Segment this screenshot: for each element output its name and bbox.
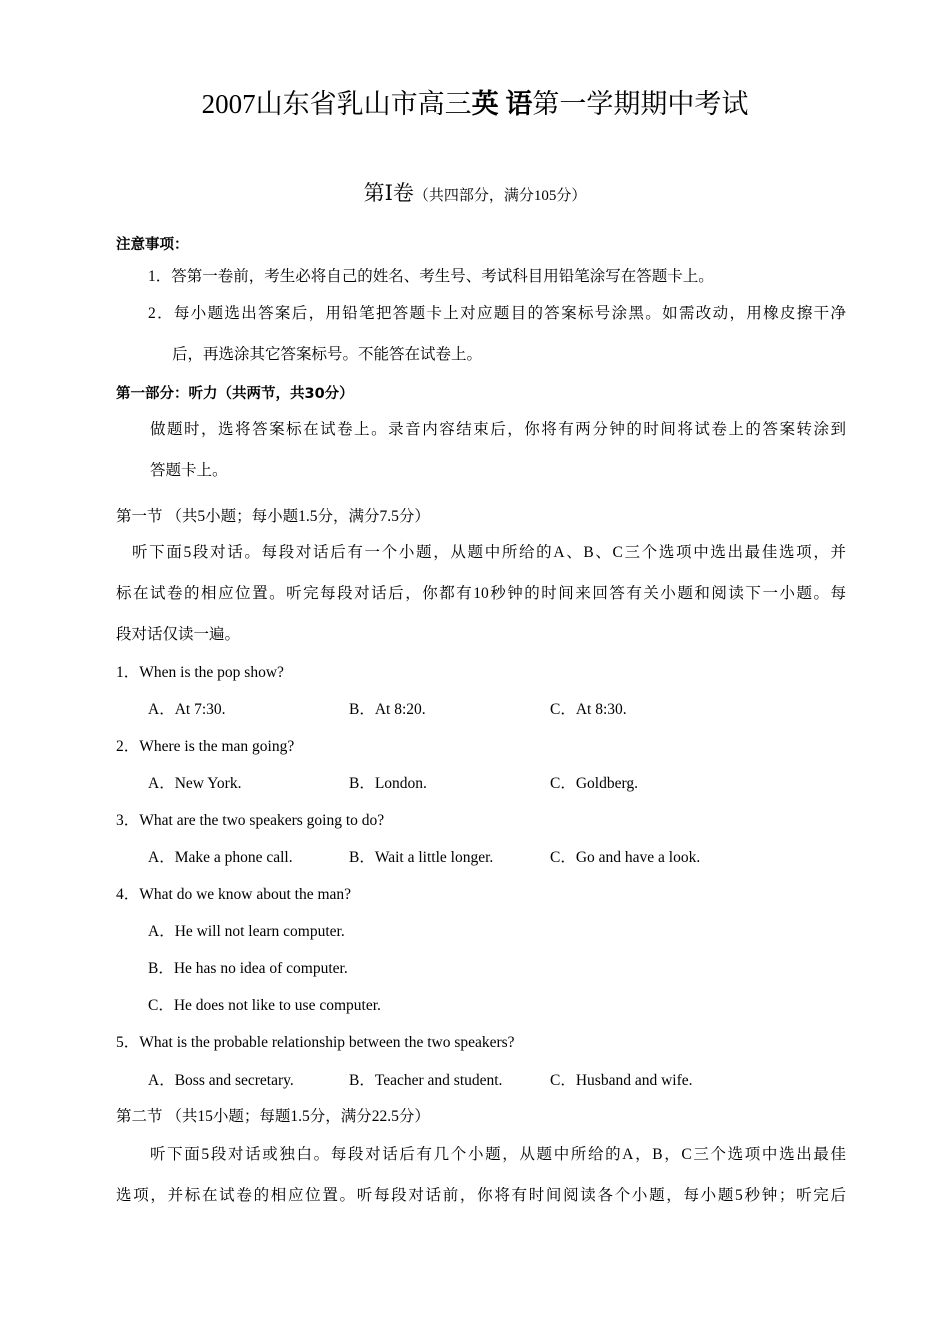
notice-item-continued: 后，再选涂其它答案标号。不能答在试卷上。	[172, 346, 483, 363]
q5-option-a: A．Boss and secretary.	[148, 1072, 294, 1089]
q3-option-a: A．Make a phone call.	[148, 849, 293, 866]
q5-option-b: B．Teacher and student.	[349, 1072, 503, 1089]
section1-heading: 第一节 （共5小题；每小题1.5分，满分7.5分）	[116, 508, 430, 525]
q4-option-c: C．He does not like to use computer.	[148, 997, 381, 1014]
question-4: 4．What do we know about the man?	[116, 886, 352, 903]
question-5: 5．What is the probable relationship between the two speakers?	[116, 1034, 515, 1051]
title-suffix: 第一学期期中考试	[532, 89, 749, 119]
notice-heading: 注意事项：	[116, 237, 189, 253]
section1-instructions: 听下面5段对话。每段对话后有一个小题，从题中所给的A、B、C三个选项中选出最佳选项，并	[132, 544, 846, 561]
q1-option-c: C．At 8:30.	[550, 701, 627, 718]
question-3: 3．What are the two speakers going to do?	[116, 812, 385, 829]
question-1: 1．When is the pop show?	[116, 664, 284, 681]
volume-label: 第Ⅰ卷	[363, 181, 414, 205]
notice-item: 1．答第一卷前，考生必将自己的姓名、考生号、考试科目用铅笔涂写在答题卡上。	[148, 268, 714, 285]
q1-option-b: B．At 8:20.	[349, 701, 426, 718]
q2-option-a: A．New York.	[148, 775, 242, 792]
section2-instructions: 选项，并标在试卷的相应位置。听每段对话前，你将有时间阅读各个小题，每小题5秒钟；听完后	[116, 1187, 846, 1204]
section1-instructions: 段对话仅读一遍。	[116, 626, 241, 643]
page-title	[0, 86, 950, 122]
section2-instructions: 听下面5段对话或独白。每段对话后有几个小题，从题中所给的A，B，C三个选项中选出最佳	[150, 1146, 846, 1163]
title-prefix: 2007山东省乳山市高三	[201, 89, 472, 119]
q5-option-c: C．Husband and wife.	[550, 1072, 693, 1089]
q4-option-b: B．He has no idea of computer.	[148, 960, 348, 977]
q2-option-b: B．London.	[349, 775, 427, 792]
part1-instructions: 做题时，选将答案标在试卷上。录音内容结束后，你将有两分钟的时间将试卷上的答案转涂到	[150, 421, 846, 438]
title-subject: 英 语	[471, 89, 533, 119]
section2-heading: 第二节 （共15小题；每题1.5分，满分22.5分）	[116, 1108, 430, 1125]
q3-option-c: C．Go and have a look.	[550, 849, 701, 866]
section1-instructions: 标在试卷的相应位置。听完每段对话后，你都有10秒钟的时间来回答有关小题和阅读下一小题。每	[116, 585, 846, 602]
part1-heading: 第一部分：听力（共两节，共30分）	[116, 386, 354, 402]
volume-note: （共四部分，满分105分）	[413, 188, 587, 204]
question-2: 2．Where is the man going?	[116, 738, 295, 755]
q1-option-a: A．At 7:30.	[148, 701, 226, 718]
part1-instructions: 答题卡上。	[150, 462, 228, 479]
q3-option-b: B．Wait a little longer.	[349, 849, 494, 866]
notice-item: 2．每小题选出答案后，用铅笔把答题卡上对应题目的答案标号涂黑。如需改动，用橡皮擦干净	[148, 305, 846, 322]
q2-option-c: C．Goldberg.	[550, 775, 638, 792]
q4-option-a: A．He will not learn computer.	[148, 923, 345, 940]
volume-heading	[0, 178, 950, 211]
